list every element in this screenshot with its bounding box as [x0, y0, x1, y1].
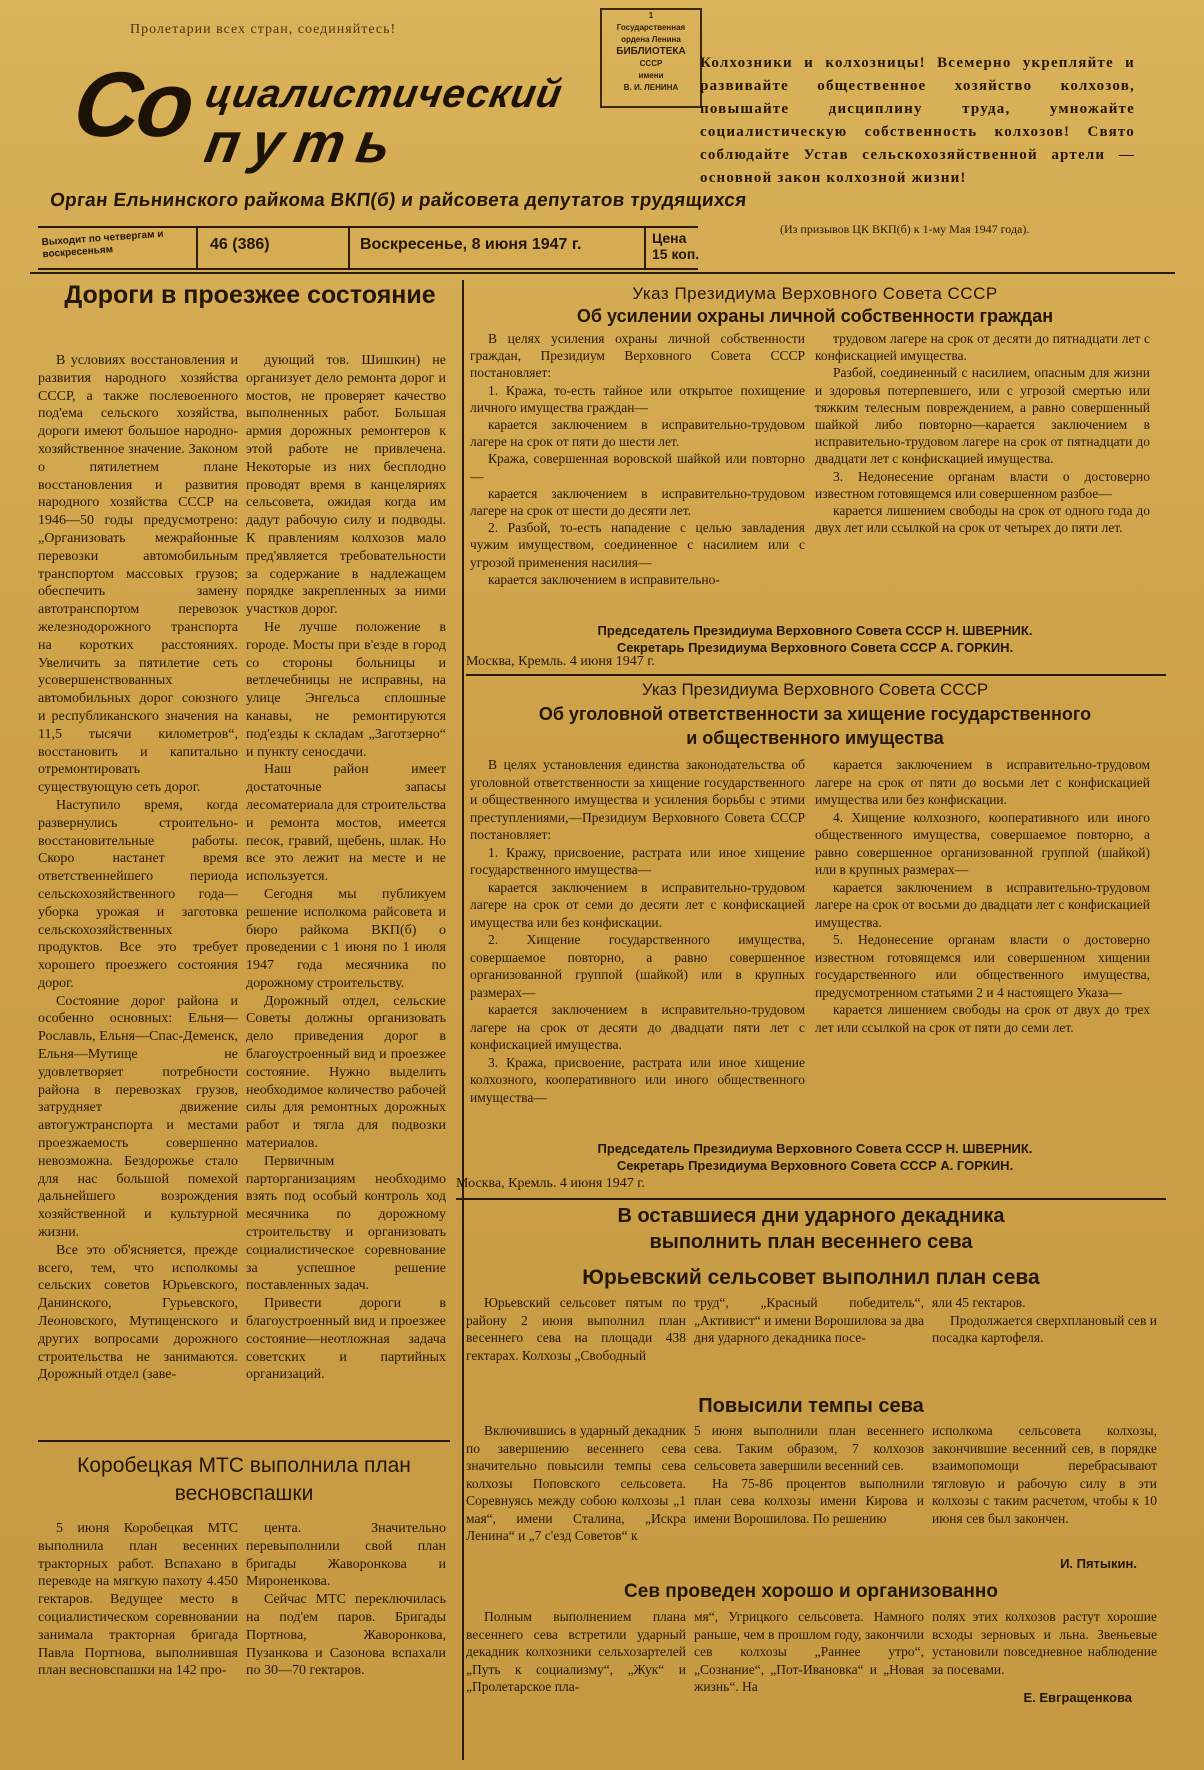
organized-col1 — [466, 1608, 686, 1708]
decree1-head: Указ Президиума Верховного Совета СССР — [632, 284, 998, 303]
decree1-signature-secretary: Секретарь Президиума Верховного Совета СССР А. ГОРКИН. — [616, 640, 1014, 655]
decree-paragraph: карается заключением в исправительно- — [488, 571, 720, 587]
appeal-source: (Из призывов ЦК ВКП(б) к 1-му Мая 1947 года). — [780, 222, 1030, 236]
party-appeal: Колхозники и колхозницы! Всемерно укрепляйте и развивайте общественное хозяйство колхозов, повышайте дисциплину труда, умножайте социалистическую собственность колхозов! Свято соблюдайте Устав сельскохозяйственной артели — основной закон колхозной жизни! — [700, 55, 1135, 186]
masthead-line1: циалистический — [202, 72, 566, 116]
yurievsky-col1 — [466, 1294, 686, 1386]
stamp-line: ордена Ленина — [621, 35, 681, 44]
decree-paragraph: 3. Кража, присвоение, растрата или иное хищение колхозного, кооперативного или иного общественного имущества— — [470, 1054, 805, 1105]
decree1-place-date: Москва, Кремль. 4 июня 1947 г. — [466, 654, 655, 669]
tempo-author: И. Пятыкин. — [1060, 1556, 1137, 1571]
stamp-line: имени — [638, 71, 664, 80]
library-stamp — [600, 8, 702, 108]
article-paragraph: яли 45 гектаров. — [932, 1295, 1026, 1310]
stamp-line: БИБЛИОТЕКА — [616, 46, 686, 57]
mts-col1 — [38, 1520, 238, 1765]
decree-paragraph: Разбой, соединенный с насилием, опасным для жизни и здоровья потерпевшего, или с угрозой смертью или тяжким телесным повреждением, а равно совершенный шайкой либо повторно—карается заключением в исправительно-трудовом лагере на срок от пятнадцати до двадцати лет с конфискацией имущества. — [815, 365, 1150, 467]
decree-paragraph: карается лишением свободы на срок от двух до трех лет или ссылкой на срок от пяти до семи лет. — [815, 1002, 1150, 1035]
article-paragraph: труд“, „Красный победитель“, „Активист“ и имени Ворошилова за два дня ударного декадника посе- — [694, 1295, 924, 1345]
mts-paragraph: цента. Значительно перевыполнили свой план бригады Жаворонкова и Мироненкова. — [246, 1521, 446, 1590]
decree1-col1 — [470, 330, 805, 620]
decree-paragraph: карается заключением в исправительно-трудовом лагере на срок от восьми до двадцати лет с конфискацией имущества. — [815, 879, 1150, 930]
decree2-signature-chairman: Председатель Президиума Верховного Совета СССР Н. ШВЕРНИК. — [597, 1141, 1033, 1156]
masthead-line2: путь — [200, 111, 408, 174]
article-paragraph: Включившись в ударный декадник по завершению весеннего сева значительно повысили темпы сева колхозы Поповского сельсовета. Соревнуясь между собою колхозы „1 мая“, имени Сталина, „Искра Ленина“ и „7 с'езд Советов“ к — [466, 1423, 686, 1543]
sowing-banner-line1: В оставшиеся дни ударного декадника — [617, 1205, 1005, 1227]
roads-paragraph: Не лучше положение в городе. Мосты при в'езде в город со стороны больницы и ветлечебницы не исправны, на улице Энгельса сплошные канавы, не ремонтируются под'езды к складам „Заготзерно“ и пункту сеносдачи. — [246, 619, 446, 760]
mts-title: Коробецкая МТС выполнила план весновспашки — [77, 1454, 411, 1505]
roads-paragraph: В условиях восстановления и развития народного хозяйства СССР, а также послевоенного под'ема сельского хозяйства, дороги имеют большое народно-хозяйственное значение. Законом о пятилетнем плане восстановления и развития народного хозяйства СССР на 1946—50 годы предусмотрено: „Организовать межрайонные перевозки автомобильным транспортом массовых грузов; обеспечить замену автотранспортом перевозок железнодорожного транспорта на коротких расстояниях. Увеличить за пятилетие сеть усовершенствованных автомобильных дорог союзного и республиканского значения на 11,5 тысячи километров“, восстановить и капитально отремонтировать существующую сеть дорог. — [38, 353, 238, 796]
issue-number: 46 (386) — [210, 236, 270, 253]
decree1-col2 — [815, 330, 1150, 620]
tempo-col2 — [694, 1422, 924, 1572]
stamp-line: СССР — [639, 59, 663, 68]
tempo-col3 — [932, 1422, 1157, 1552]
decree2-title-line2: и общественного имущества — [686, 728, 944, 748]
decree-paragraph: карается заключением в исправительно-трудовом лагере на срок от десяти до двадцати пяти лет с конфискацией имущества. — [470, 1002, 805, 1052]
article-paragraph: На 75-86 процентов выполнили план сева колхозы имени Кирова и имени Ворошилова. По решению — [694, 1475, 924, 1526]
decree2-place-date: Москва, Кремль. 4 июня 1947 г. — [456, 1176, 645, 1191]
decree1-signature-chairman: Председатель Президиума Верховного Совета СССР Н. ШВЕРНИК. — [597, 623, 1033, 638]
issue-date: Воскресенье, 8 июня 1947 г. — [360, 236, 582, 253]
tempo-col1 — [466, 1422, 686, 1572]
stamp-line: Государственная — [616, 23, 686, 32]
organized-title: Сев проведен хорошо и организованно — [624, 1581, 998, 1602]
decree-paragraph: карается лишением свободы на срок от одного года до двух лет или ссылкой на срок от четырех до пяти лет. — [815, 503, 1150, 536]
roads-title: Дороги в проезжее состояние — [64, 281, 436, 309]
decree-paragraph: 4. Хищение колхозного, кооперативного или иного общественного имущества, совершаемое повторно, а равно совершенное организованной группой (шайкой) или в крупных размерах— — [815, 809, 1150, 877]
roads-paragraph: Привести дороги в благоустроенный вид и проезжее состояние—неотложная задача советских и партийных организаций. — [246, 1296, 446, 1383]
stamp-line: 1 — [648, 11, 654, 20]
decree-paragraph: В целях усиления охраны личной собственности граждан, Президиум Верховного Совета СССР постановляет: — [470, 331, 805, 381]
roads-paragraph: дующий тов. Шишкин) не организует дело ремонта дорог и мостов, не проверяет качество выполненных работ. Большая армия дорожных ремонтеров к этой работе не привлечена. Некоторые из них бесплодно проводят время в канцеляриях сельсовета, ожидая когда им дадут рабочую силу и подводы. К правлениям колхозов мало пред'является требовательности за содержание в надлежащем порядке закрепленных за ними участков дорог. — [246, 353, 446, 618]
organized-author: Е. Евгращенкова — [1023, 1690, 1132, 1705]
yurievsky-title: Юрьевский сельсовет выполнил план сева — [582, 1266, 1040, 1289]
yurievsky-col2 — [694, 1294, 924, 1386]
tempo-title: Повысили темпы сева — [698, 1395, 924, 1417]
decree-paragraph: 2. Хищение государственного имущества, совершаемое повторно, а равно совершенное организованной группой (шайкой) или в крупных размерах— — [470, 932, 805, 1000]
organized-col3 — [932, 1608, 1157, 1688]
decree-paragraph: 1. Кражу, присвоение, растрата или иное хищение государственного имущества— — [470, 844, 805, 877]
article-paragraph: Полным выполнением плана весеннего сева встретили ударный декадник колхозники сельхозартелей „Путь к социализму“, „Жук“ и „Пролетарское пла- — [466, 1609, 686, 1694]
article-paragraph: полях этих колхозов растут хорошие всходы зерновых и льна. Звеньевые установили повседневное наблюдение за посевами. — [932, 1609, 1157, 1677]
organized-col2 — [694, 1608, 924, 1708]
yurievsky-col3 — [932, 1294, 1157, 1386]
roads-paragraph: Сегодня мы публикуем решение исполкома райсовета и бюро райкома ВКП(б) о проведении с 1 июня по 1 июля 1947 года месячника по дорожному строительству. — [246, 886, 446, 991]
decree2-head: Указ Президиума Верховного Совета СССР — [641, 680, 989, 699]
stamp-line: В. И. ЛЕНИНА — [623, 83, 679, 92]
roads-col2 — [246, 352, 446, 1427]
article-paragraph: Продолжается сверхплановый сев и посадка картофеля. — [932, 1312, 1157, 1345]
mts-paragraph: Сейчас МТС переключилась на под'ем паров. Бригады Портнова, Жаворонкова, Пузанкова и Сазонова вспахали по 30—70 гектаров. — [246, 1592, 446, 1679]
frequency: Выходит по четвергам и воскресеньям — [41, 228, 164, 261]
article-paragraph: исполкома сельсовета колхозы, закончившие весенний сев, в порядке взаимопомощи перебрасывают тягловую и рабочую силу в эти колхозы с таким расчетом, чтобы к 10 июня сев был закончен. — [932, 1423, 1157, 1526]
roads-paragraph: Все это об'ясняется, прежде всего, тем, что исполкомы сельских советов Юрьевского, Данинского, Гурьевского, Леоновского, Мутищенского и других вопросами дорожного строительства не занимаются. Дорожный отдел (заве- — [38, 1242, 238, 1383]
roads-paragraph: Наш район имеет достаточные запасы лесоматериала для строительства и ремонта мостов, имеется песок, гравий, щебень, шлак. Но все это лежит на месте и не используется. — [246, 762, 446, 885]
slogan: Пролетарии всех стран, соединяйтесь! — [130, 22, 397, 37]
price: Цена 15 коп. — [652, 230, 700, 262]
roads-paragraph: Дорожный отдел, сельские Советы должны организовать дело приведения дорог в благоустроенный вид и проезжее состояние. Нужно выделить необходимое количество рабочей силы для ремонтных дорожных работ и тягла для подвозки материалов. — [246, 993, 446, 1152]
decree-paragraph: трудовом лагере на срок от десяти до пятнадцати лет с конфискацией имущества. — [815, 331, 1150, 364]
roads-col1 — [38, 352, 238, 1427]
decree-paragraph: карается заключением в исправительно-трудовом лагере на срок от семи до десяти лет с конфискацией имущества или без конфискации. — [470, 879, 805, 930]
decree2-col1 — [470, 756, 805, 1136]
mts-col2 — [246, 1520, 446, 1765]
roads-paragraph: Наступило время, когда развернулись строительно-восстановительные работы. Скоро настанет время ответственнейшего периода сельскохозяйственного года—уборка урожая и заготовка сельскохозяйственных продуктов. Все это требует хорошего проезжего состояния дорог. — [38, 797, 238, 991]
sowing-banner-line2: выполнить план весеннего сева — [649, 1231, 973, 1253]
article-paragraph: 5 июня выполнили план весеннего сева. Таким образом, 7 колхозов сельсовета завершили весенний сев. — [694, 1423, 924, 1473]
decree1-title: Об усилении охраны личной собственности граждан — [576, 306, 1054, 326]
decree2-title-line1: Об уголовной ответственности за хищение государственного — [538, 704, 1092, 724]
decree-paragraph: 5. Недонесение органам власти о достоверно известном готовящемся или совершенном хищении государственного или общественного имущества, предусмотренном статьями 2 и 4 настоящего Указа— — [815, 932, 1150, 1000]
issue-info-bar — [38, 226, 698, 270]
decree-paragraph: 1. Кража, то-есть тайное или открытое похищение личного имущества граждан— — [470, 382, 805, 415]
decree-paragraph: карается заключением в исправительно-трудовом лагере на срок от пяти до шести лет. — [470, 417, 805, 450]
mts-paragraph: 5 июня Коробецкая МТС выполнила план весенних тракторных работ. Вспахано в переводе на мягкую пахоту 4.450 гектаров. Ведущее место в социалистическом соревновании занимала тракторная бригада Павла Портнова, выполнившая план весновспашки на 142 про- — [38, 1521, 238, 1679]
article-paragraph: мя“, Угрицкого сельсовета. Намного раньше, чем в прошлом году, закончили сев колхозы „Раннее утро“, „Сознание“, „Пот-Ивановка“ и „Новая жизнь“. На — [694, 1609, 924, 1694]
roads-paragraph: Состояние дорог района и особенно основных: Ельня—Рославль, Ельня—Спас-Деменск, Ельня—Мутище не удовлетворяет потребности района в перевозках грузов, затрудняет движение автогужтранспорта и местами проезжаемость совершенно невозможна. Бездорожье стало для нас большой помехой дальнейшего возрождения хозяйственной и культурной жизни. — [38, 993, 238, 1241]
decree2-signature-secretary: Секретарь Президиума Верховного Совета СССР А. ГОРКИН. — [616, 1158, 1014, 1173]
article-paragraph: Юрьевский сельсовет пятым по району 2 июня выполнил план весеннего сева на площади 438 гектарах. Колхозы „Свободный — [466, 1295, 686, 1363]
decree-paragraph: Кража, совершенная воровской шайкой или повторно— — [470, 451, 805, 484]
decree2-col2 — [815, 756, 1150, 1136]
decree-paragraph: В целях установления единства законодательства об уголовной ответственности за хищение государственного и общественного имущества и усиления борьбы с этими преступлениями,—Президиум Верховного Совета СССР постановляет: — [470, 757, 805, 842]
decree-paragraph: карается заключением в исправительно-трудовом лагере на срок от шести до десяти лет. — [470, 485, 805, 519]
decree-paragraph: 3. Недонесение органам власти о достоверно известном готовящемся или совершенном разбое— — [815, 468, 1150, 501]
decree-paragraph: 2. Разбой, то-есть нападение с целью завладения чужим имуществом, соединенное с насилием или с угрозой применения насилия— — [470, 520, 805, 570]
roads-paragraph: Первичным парторганизациям необходимо взять под особый контроль ход месячника по дорожному строительству и организовать социалистическое соревнование за успешное решение поставленных задач. — [246, 1153, 446, 1294]
masthead-prefix: Со — [67, 54, 197, 156]
organ-subtitle: Орган Ельнинского райкома ВКП(б) и райсовета депутатов трудящихся — [48, 190, 748, 211]
decree-paragraph: карается заключением в исправительно-трудовом лагере на срок от пяти до восьми лет с конфискацией имущества или без конфискации. — [815, 757, 1150, 807]
